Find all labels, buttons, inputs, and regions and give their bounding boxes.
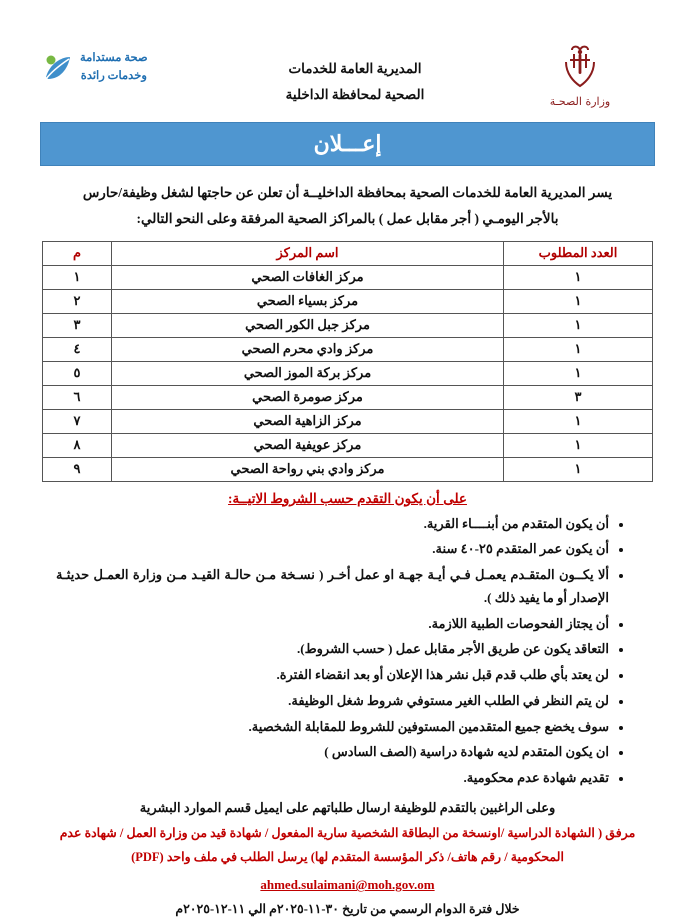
list-item: • سوف يخضع جميع المتقدمين المستوفين للشروط للمقابلة الشخصية. [56,716,609,739]
table-row [43,457,653,481]
table-row [43,409,653,433]
row-index: ٥ [43,361,112,385]
row-center-name: مركز وادي محرم الصحي [112,337,504,361]
document-header [28,0,667,114]
table-header-center: اسم المركز [112,241,504,265]
attachment-line-2: المحكومية / رقم هاتف/ ذكر المؤسسة المتقدم لها) يرسل الطلب في ملف واحد (PDF) [131,849,564,864]
list-item: • أن يكون عمر المتقدم ٢٥-٤٠ سنة. [56,538,609,561]
row-count: ١ [504,457,653,481]
secondary-logo-block [40,40,205,86]
list-item: • لن يعتد بأي طلب قدم قبل نشر هذا الإعلان أو بعد انقضاء الفترة. [56,664,609,687]
row-index: ١ [43,265,112,289]
attachment-line-1: مرفق ( الشهادة الدراسية /اونسخة من البطاقة الشخصية سارية المفعول / شهادة قيد من وزارة العمل / شهادة عدم [59,825,636,840]
list-item: • التعاقد يكون عن طريق الأجر مقابل عمل ( حسب الشروط). [56,638,609,661]
row-center-name: مركز وادي بني رواحة الصحي [112,457,504,481]
row-count: ١ [504,433,653,457]
row-index: ٩ [43,457,112,481]
row-center-name: مركز بسياء الصحي [112,289,504,313]
attachment-requirements [50,822,645,870]
announcement-title-bar [40,122,655,166]
list-item: • تقديم شهادة عدم محكومية. [56,767,609,790]
conditions-title: على أن يكون التقدم حسب الشروط الاتيــة: [228,490,467,506]
table-row [43,385,653,409]
conditions-list [56,513,627,790]
ministry-logo-block [505,40,655,108]
table-header-num: م [43,241,112,265]
table-row [43,361,653,385]
health-centers-table [42,241,653,482]
row-index: ٦ [43,385,112,409]
row-center-name: مركز جبل الكور الصحي [112,313,504,337]
table-body [43,265,653,481]
row-index: ٨ [43,433,112,457]
row-count: ١ [504,289,653,313]
secondary-logo-text [80,50,148,86]
row-center-name: مركز بركة الموز الصحي [112,361,504,385]
row-index: ٢ [43,289,112,313]
list-item: • ان يكون المتقدم لديه شهادة دراسية (الصف السادس ) [56,741,609,764]
table-row [43,289,653,313]
row-count: ١ [504,409,653,433]
table-header-row [43,241,653,265]
row-count: ١ [504,361,653,385]
row-index: ٧ [43,409,112,433]
intro-line-2: بالأجر اليومـي ( أجر مقابل عمل ) بالمراكز الصحية المرفقة وعلى النحو التالي: [136,211,559,227]
application-period: خلال فترة الدوام الرسمي من تاريخ ٣٠-١١-٢٠٢٥م الي ١١-١٢-٢٠٢٥م [175,902,520,917]
table-row [43,313,653,337]
row-count: ٣ [504,385,653,409]
row-count: ١ [504,337,653,361]
sustainable-health-logo-icon [40,51,74,85]
oman-national-emblem-icon [552,42,608,94]
row-count: ١ [504,313,653,337]
table-row [43,265,653,289]
page-title: إعـــلان [313,131,382,156]
row-center-name: مركز صومرة الصحي [112,385,504,409]
list-item: • أن يكون المتقدم من أبنــــاء القرية. [56,513,609,536]
row-index: ٤ [43,337,112,361]
secondary-logo-line2: وخدمات رائدة [80,69,147,82]
row-count: ١ [504,265,653,289]
list-item: • لن يتم النظر في الطلب الغير مستوفي شروط شغل الوظيفة. [56,690,609,713]
ministry-name-label: وزارة الصحـة [549,95,611,108]
directorate-title [205,40,505,107]
application-note: وعلى الراغبين بالتقدم للوظيفة ارسال طلباتهم على ايميل قسم الموارد البشرية [139,799,556,815]
contact-email[interactable]: ahmed.sulaimani@moh.gov.om [260,877,435,893]
list-item: • أن يجتاز الفحوصات الطبية اللازمة. [56,613,609,636]
list-item: • ألا يكــون المتقـدم يعمـل فـي أيـة جهـة او عمل أخـر ( نسـخة مـن حالـة القيـد مـن وزارة العمـل حديثـة الإصدار أو ما يفيد ذلك ). [56,564,609,610]
table-header-count: العدد المطلوب [504,241,653,265]
secondary-logo-line1: صحة مستدامة [80,52,148,64]
directorate-title-line2: الصحية لمحافظة الداخلية [285,86,425,102]
row-center-name: مركز عويفية الصحي [112,433,504,457]
table-row [43,337,653,361]
intro-paragraph [42,180,653,233]
row-index: ٣ [43,313,112,337]
row-center-name: مركز الزاهية الصحي [112,409,504,433]
row-center-name: مركز الغافات الصحي [112,265,504,289]
table-row [43,433,653,457]
intro-line-1: يسر المديرية العامة للخدمات الصحية بمحافظة الداخليــة أن تعلن عن حاجتها لشغل وظيفة/حارس [82,185,613,200]
directorate-title-line1: المديرية العامة للخدمات [288,61,422,76]
